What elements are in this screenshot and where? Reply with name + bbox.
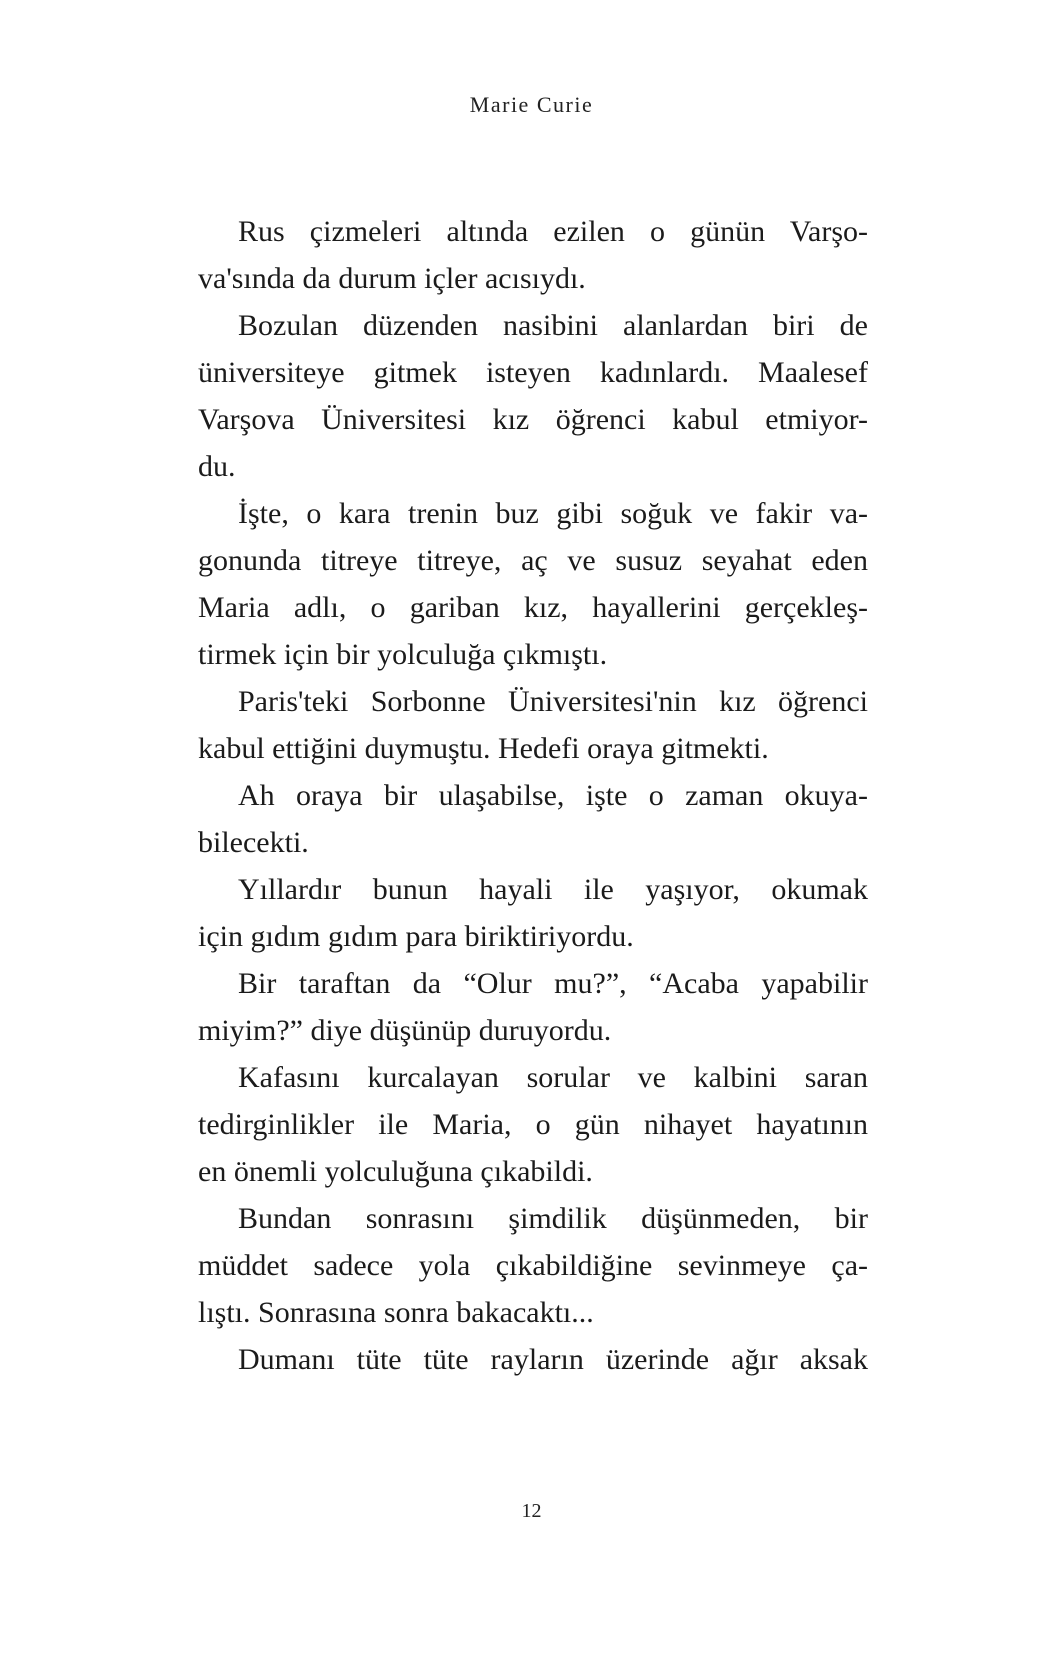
text-line: Dumanı tüte tüte rayların üzerinde ağır aksak — [238, 1343, 868, 1376]
text-line: Rus çizmeleri altında ezilen o günün Varşo- — [238, 215, 868, 248]
text-line: lıştı. Sonrasına sonra bakacaktı... — [198, 1296, 594, 1329]
paragraph — [198, 772, 868, 866]
text-line: bilecekti. — [198, 826, 309, 859]
text-line: Yıllardır bunun hayali ile yaşıyor, okumak — [238, 873, 868, 906]
paragraph — [198, 208, 868, 302]
text-line: müddet sadece yola çıkabildiğine sevinmeye ça- — [198, 1249, 868, 1282]
text-line: için gıdım gıdım para biriktiriyordu. — [198, 920, 634, 953]
text-line: va'sında da durum içler acısıydı. — [198, 262, 586, 295]
paragraph — [198, 302, 868, 490]
body-text — [198, 208, 868, 1383]
paragraph — [198, 490, 868, 678]
running-head: Marie Curie — [469, 92, 594, 117]
text-line: tirmek için bir yolculuğa çıkmıştı. — [198, 638, 608, 671]
text-line: tedirginlikler ile Maria, o gün nihayet hayatının — [198, 1108, 868, 1141]
paragraph — [198, 1336, 868, 1383]
text-line: en önemli yolculuğuna çıkabildi. — [198, 1155, 593, 1188]
text-line: Bundan sonrasını şimdilik düşünmeden, bir — [238, 1202, 868, 1235]
text-line: miyim?” diye düşünüp duruyordu. — [198, 1014, 612, 1047]
text-line: gonunda titreye titreye, aç ve susuz seyahat eden — [198, 544, 868, 577]
paragraph — [198, 960, 868, 1054]
text-line: Ah oraya bir ulaşabilse, işte o zaman okuya- — [238, 779, 868, 812]
paragraph — [198, 678, 868, 772]
text-line: İşte, o kara trenin buz gibi soğuk ve fakir va- — [238, 497, 868, 530]
paragraph — [198, 1054, 868, 1195]
text-line: Maria adlı, o gariban kız, hayallerini gerçekleş- — [198, 591, 868, 624]
text-line: du. — [198, 450, 236, 483]
text-line: kabul ettiğini duymuştu. Hedefi oraya gitmekti. — [198, 732, 769, 765]
paragraph — [198, 1195, 868, 1336]
text-line: Bozulan düzenden nasibini alanlardan biri de — [238, 309, 868, 342]
text-line: Bir taraftan da “Olur mu?”, “Acaba yapabilir — [238, 967, 868, 1000]
page-number: 12 — [521, 1500, 542, 1522]
text-line: Kafasını kurcalayan sorular ve kalbini saran — [238, 1061, 868, 1094]
text-line: Paris'teki Sorbonne Üniversitesi'nin kız öğrenci — [238, 685, 868, 718]
paragraph — [198, 866, 868, 960]
text-line: Varşova Üniversitesi kız öğrenci kabul etmiyor- — [198, 403, 868, 436]
text-line: üniversiteye gitmek isteyen kadınlardı. Maalesef — [198, 356, 868, 389]
